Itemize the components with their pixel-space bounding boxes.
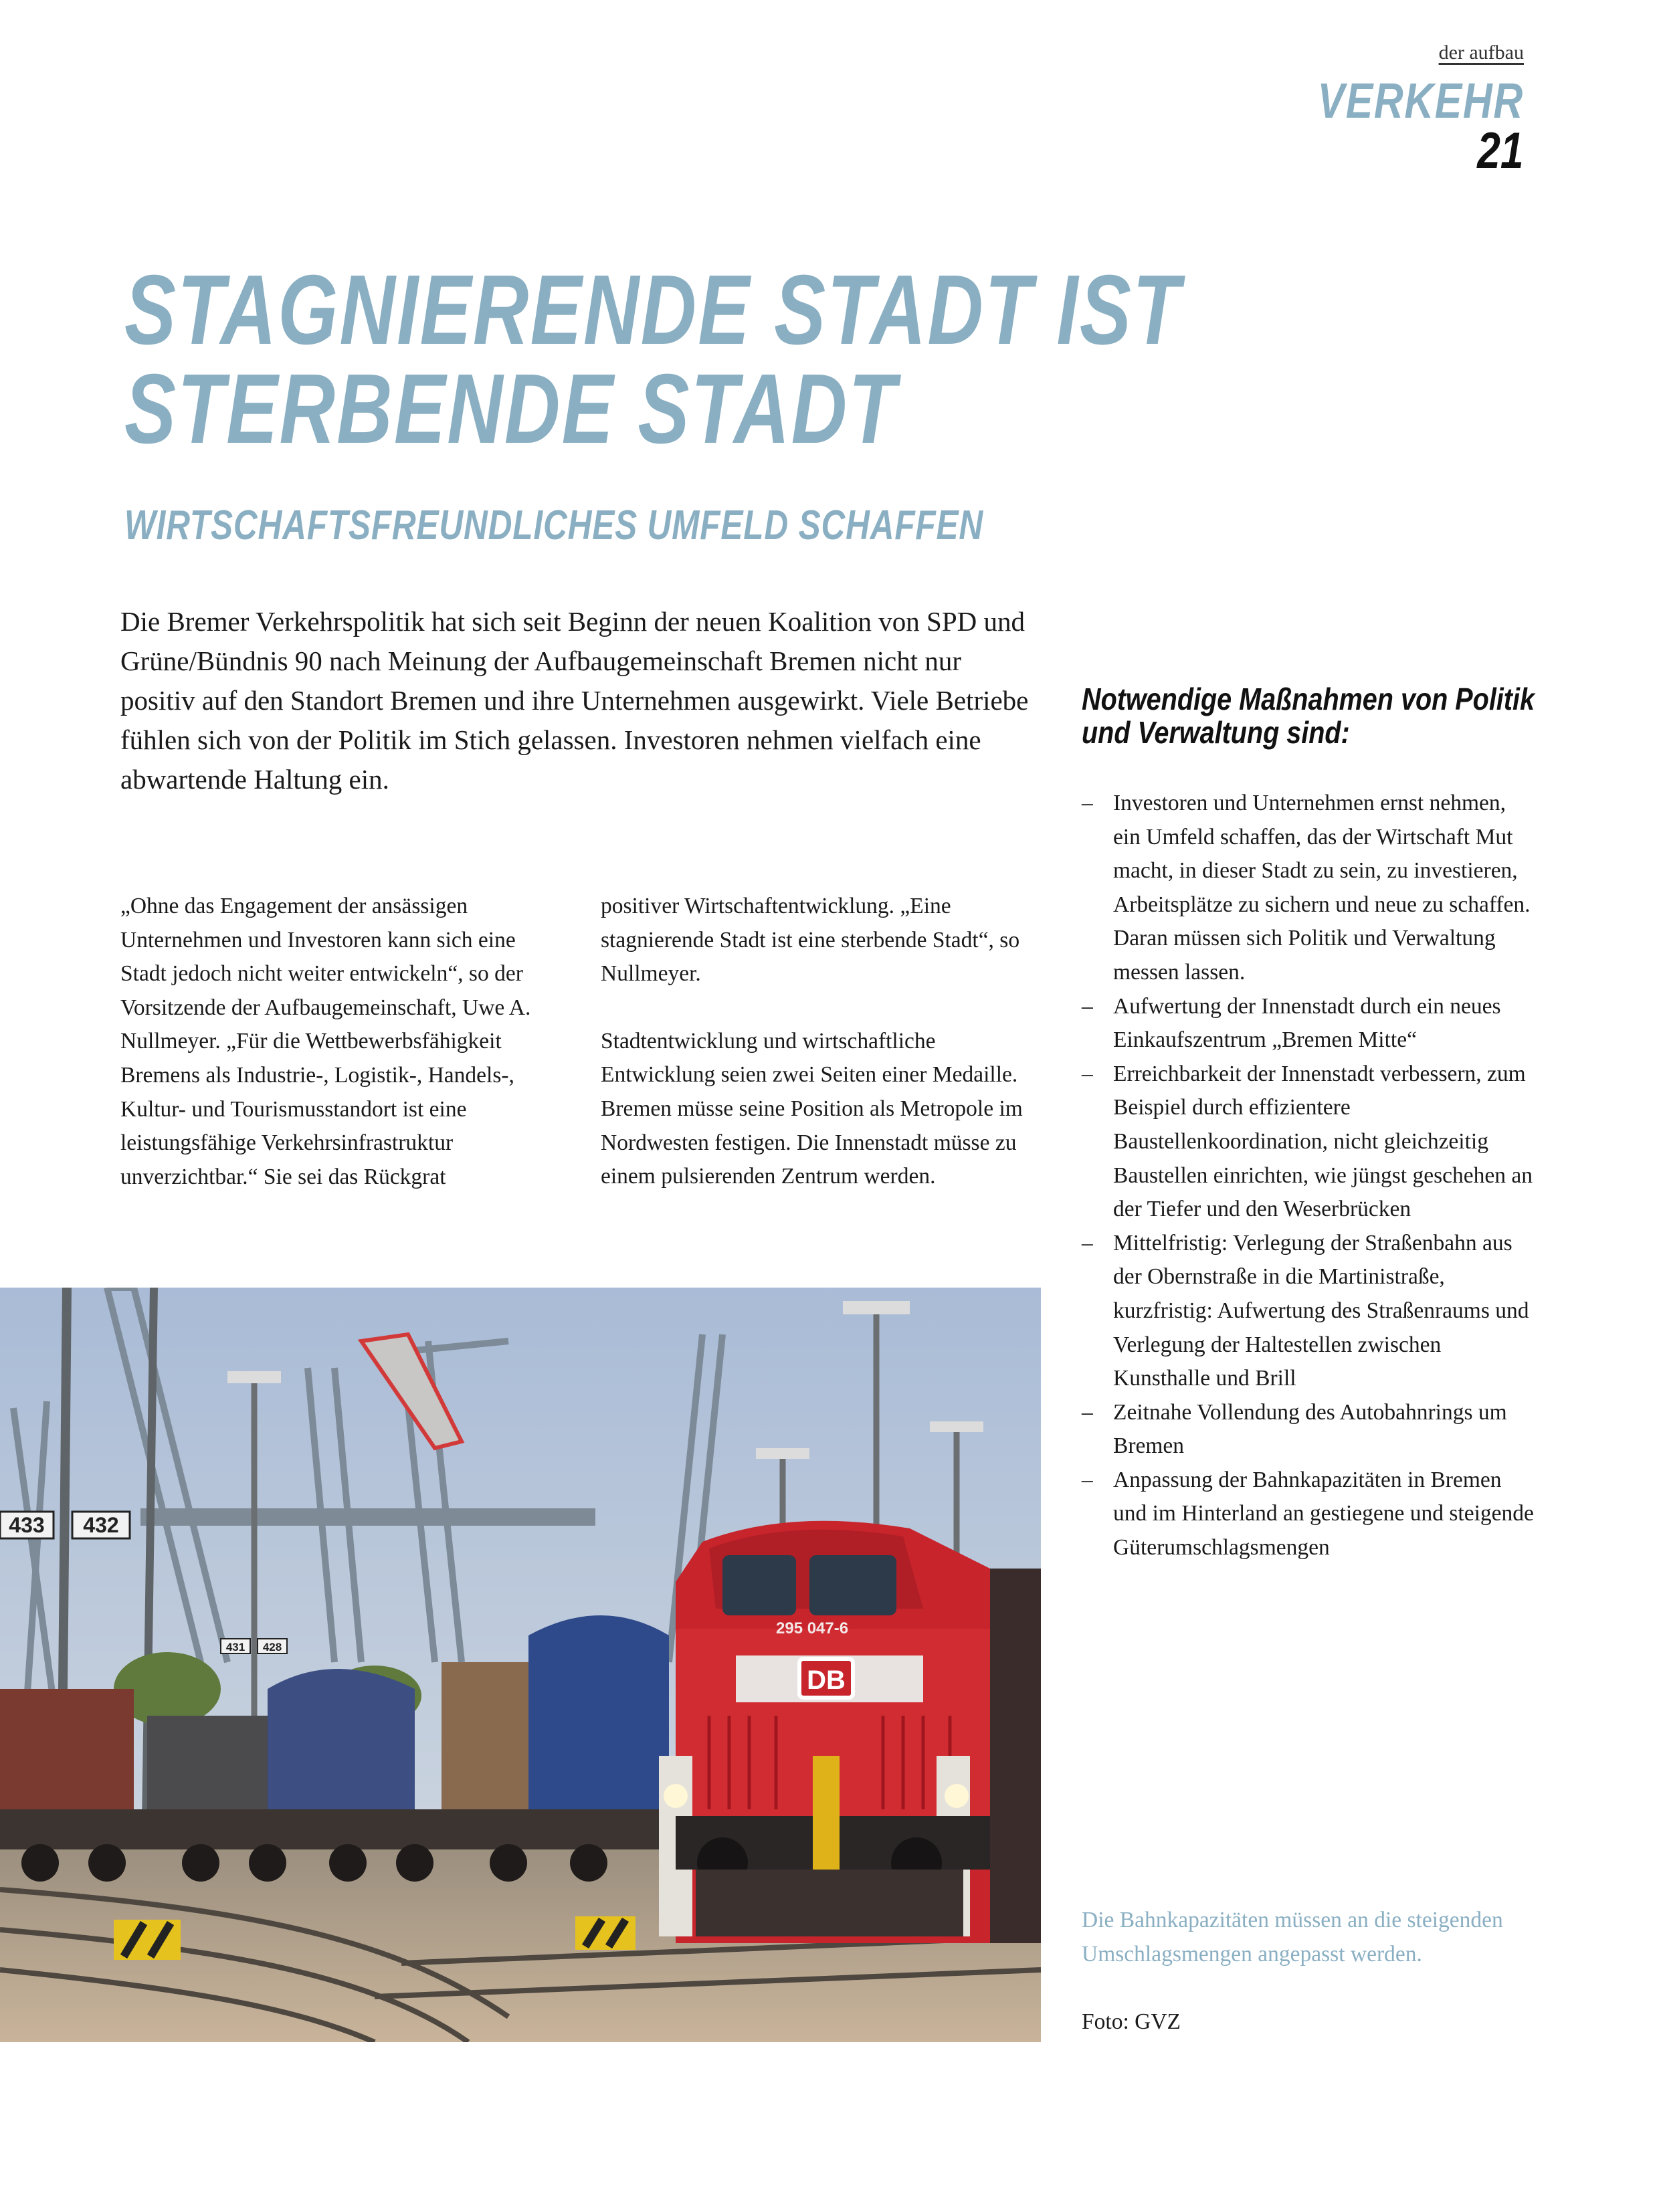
dash-bullet: – [1082, 1399, 1093, 1425]
dash-bullet: – [1082, 1061, 1093, 1086]
page-number: 21 [1477, 122, 1524, 179]
dash-bullet: – [1082, 1467, 1093, 1492]
track-sign-label: 432 [83, 1513, 119, 1537]
small-sign-label: 431 [225, 1641, 246, 1653]
photo-caption: Die Bahnkapazitäten müssen an die steigenden Umschlagsmengen angepasst werden. [1082, 1908, 1503, 1967]
measures-list [1082, 787, 1537, 1565]
small-sign-label: 428 [262, 1641, 282, 1653]
photo-credit: Foto: GVZ [1082, 2009, 1181, 2034]
list-item-text: Mittelfristig: Verlegung der Straßenbahn aus der Obernstraße in die Martinistraße, kurzfristig: Aufwertung des Straßenraums und Verlegung der Haltestellen zwischen Kunsthalle und Brill [1113, 1230, 1529, 1391]
dash-bullet: – [1082, 993, 1093, 1019]
list-item [1082, 1058, 1537, 1227]
list-item [1082, 787, 1537, 990]
red-locomotive [659, 1521, 990, 1943]
list-item-text: Zeitnahe Vollendung des Autobahnrings um Bremen [1113, 1399, 1507, 1459]
list-item-text: Aufwertung der Innenstadt durch ein neues Einkaufszentrum „Bremen Mitte“ [1113, 993, 1501, 1053]
title-line-2: STERBENDE STADT [124, 354, 898, 464]
list-item [1082, 1227, 1537, 1396]
track-sign-label: 433 [9, 1513, 45, 1537]
list-item [1082, 990, 1537, 1058]
body-paragraph: positiver Wirtschaftentwicklung. „Eine stagnierende Stadt ist eine sterbende Stadt“, so Nullmeyer. [601, 894, 1020, 987]
train-yard-photo [0, 1288, 1041, 2042]
section-label: VERKEHR [1317, 73, 1524, 128]
list-item-text: Anpassung der Bahnkapazitäten in Bremen und im Hinterland an gestiegene und steigende Güterumschlagsmengen [1113, 1467, 1534, 1561]
sidebar-heading [1082, 682, 1535, 749]
article-title [124, 255, 1182, 464]
sidebar-heading-line-2: und Verwaltung sind: [1082, 715, 1350, 750]
article-subtitle: WIRTSCHAFTSFREUNDLICHES UMFELD SCHAFFEN [124, 502, 984, 548]
body-column-2 [601, 890, 1029, 1227]
dash-bullet: – [1082, 1230, 1093, 1255]
db-logo-text: DB [807, 1666, 846, 1695]
body-column-1 [120, 890, 549, 1227]
list-item-text: Investoren und Unternehmen ernst nehmen, ein Umfeld schaffen, das der Wirtschaft Mut macht, in dieser Stadt zu sein, zu investieren, Arbeitsplätze zu sichern und neue zu schaffen. Daran müssen sich Politik und Verwaltung messen lassen. [1113, 791, 1531, 985]
lead-paragraph: Die Bremer Verkehrspolitik hat sich seit Beginn der neuen Koalition von SPD und Grüne/Bündnis 90 nach Meinung der Aufbaugemeinschaft Bremen nicht nur positiv auf den Standort Bremen und ihre Unternehmen ausgewirkt. Viele Betriebe fühlen sich von der Politik im Stich gelassen. Investoren nehmen vielfach eine abwartende Haltung ein. [120, 606, 1029, 795]
crane-beam [140, 1508, 595, 1526]
locomotive-number: 295 047-6 [776, 1619, 849, 1637]
list-item [1082, 1396, 1537, 1464]
sidebar-heading-line-1: Notwendige Maßnahmen von Politik [1082, 682, 1535, 716]
dash-bullet: – [1082, 791, 1093, 815]
list-item [1082, 1464, 1537, 1565]
title-line-1: STAGNIERENDE STADT IST [124, 255, 1182, 365]
next-wagon [990, 1569, 1041, 1943]
list-item-text: Erreichbarkeit der Innenstadt verbessern, zum Beispiel durch effizientere Baustellenkoordination, nicht gleichzeitig Baustellen einrichten, wie jüngst geschehen an der Tiefer und den Weserbrücken [1113, 1061, 1533, 1222]
body-paragraph: „Ohne das Engagement der ansässigen Unternehmen und Investoren kann sich eine Stadt jedoch nicht weiter entwickeln“, so der Vorsitzende der Aufbaugemeinschaft, Uwe A. Nullmeyer. „Für die Wettbewerbsfähigkeit Bremens als Industrie-, Logistik-, Handels-, Kultur- und Tourismusstandort ist eine leistungsfähige Verkehrsinfrastruktur unverzichtbar.“ Sie sei das Rückgrat [120, 894, 531, 1189]
magazine-name: der aufbau [1438, 41, 1524, 64]
body-paragraph: Stadtentwicklung und wirtschaftliche Entwicklung seien zwei Seiten einer Medaille. Bremen müsse seine Position als Metropole im Nordwesten festigen. Die Innenstadt müsse zu einem pulsierenden Zentrum werden. [601, 1028, 1023, 1189]
